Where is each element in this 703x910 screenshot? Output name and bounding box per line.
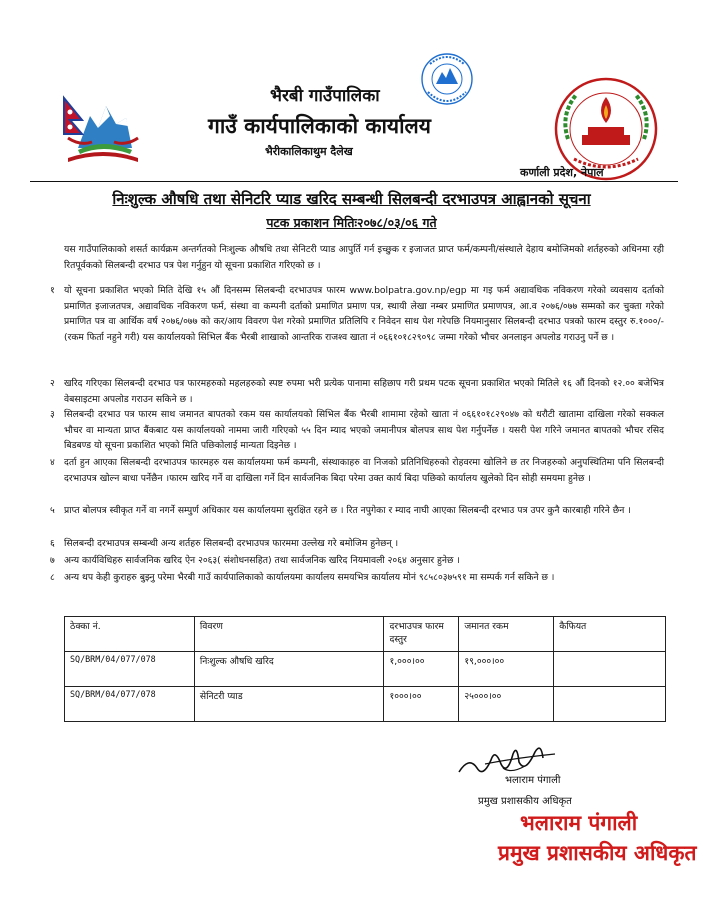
item-text: यो सूचना प्रकाशित भएको मिति देखि १५ औं दिनसम्म सिलबन्दी दरभाउपत्र फारम www.bolpatra.gov.np/egp मा गइ फर्म अद्यावधिक नविकरण गरेको व्यवसाय दर्ताको प्रमाणित इजाजतपत्र, अद्यावधिक नविकरण फर्म, संस्था वा कम्पनी दर्ताको प्रमाणित प्रमाण पत्र, स्थायी लेखा नम्बर प्रमाणित प्रमाणपत्र, आ.व २०७६/०७७ सम्मको कर चुक्ता गरेको प्रमाणित पत्र वा आर्थिक वर्ष २०७६/०७७ को कर/आय विवरण पेश गरेको प्रमाणित प्रतिलिपि र निवेदन साथ पेश गरेपछि नियमानुसार सिलबन्दी दरभाउ पत्रको फारम दस्तुर रु.१०००/-(रकम फिर्ता नहुने गरी) यस कार्यालयको सिभिल बैंक भैरबी शाखाको आन्तरिक राजश्व खाता नं ०६६१०१८२९०९८ जम्मा गरेको भौचर अनलाइन अपलोड गराउनु पर्ने छ ।	[64, 285, 664, 343]
office-name: गाउँ कार्यपालिकाको कार्यालय	[208, 114, 431, 138]
intro-paragraph: यस गाउँपालिकाको शसर्त कार्यक्रम अन्तर्गतको निःशुल्क औषधि तथा सेनिटरी प्याड आपुर्ति गर्न इच्छुक र इजाजत प्राप्त फर्म/कम्पनी/संस्थाले देहाय बमोजिमको शर्तहरुको अधिनमा रही रितपूर्वकको सिलबन्दी दरभाउ पत्र पेश गर्नुहुन यो सूचना प्रकाशित गरिएको छ ।	[64, 244, 664, 271]
stamp-title: प्रमुख प्रशासकीय अधिकृत	[498, 841, 697, 865]
name-stamp	[498, 808, 698, 868]
item-number: २	[50, 378, 55, 389]
province-name: कर्णाली प्रदेश, नेपाल	[520, 166, 604, 179]
item-text: अन्य थप केही कुराहरु बुझ्नु परेमा भैरबी गाउँ कार्यपालिकाको कार्यालयमा कार्यालय समयभित्र कार्यालय मोनं ९८५८०३७५९१ मा सम्पर्क गर्न सकिने छ ।	[64, 572, 555, 583]
item-text: सिलबन्दी दरभाउ पत्र फारम साथ जमानत बापतको रकम यस कार्यालयको सिभिल बैंक भैरबी शामामा रहेको खाता नं ०६६१०१८२९०४७ को धरौटी खातामा दाखिला गरेको सक्कल भौचर वा मान्यता प्राप्त बैंकबाट यस कार्यालयको नाममा जारी गरिएको ५५ दिन म्याद भएको जमानीपत्र बोलपत्र साथ पेश गर्नुपर्नेछ । यसरी पेश गरिने जमानत बापतको भौचर रसिद बिडबण्ड यो सूचना प्रकाशित भएको मिति पछिकोलाई मान्यता दिइनेछ ।	[64, 409, 664, 451]
cell-description: निःशुल्क औषधि खरिद	[194, 652, 384, 687]
cell-remarks	[554, 652, 666, 687]
item-number: ५	[50, 505, 55, 516]
signatory-title: प्रमुख प्रशासकीय अधिकृत	[478, 796, 572, 807]
item-number: ८	[50, 572, 55, 583]
col-header-form-fee: दरभाउपत्र फारम दस्तुर	[384, 617, 459, 652]
office-location: भैरीकालिकाथुम दैलेख	[265, 145, 353, 158]
municipality-name: भैरबी गाउँपालिका	[270, 86, 380, 106]
cell-bid-security: १९,०००।००	[459, 652, 554, 687]
cell-remarks	[554, 687, 666, 722]
item-number: ६	[50, 538, 55, 549]
tender-table	[64, 616, 666, 722]
signatory-name: भलाराम पंगाली	[505, 775, 561, 786]
table-row	[65, 687, 666, 722]
table-header-row	[65, 617, 666, 652]
item-text: दर्ता हुन आएका सिलबन्दी दरभाउपत्र फारमहरु यस कार्यालयमा फर्म कम्पनी, संस्थाकाहरु वा निजको प्रतिनिधिहरुको रोहवरमा खोलिने छ तर निजहरुको अनुपस्थितिमा पनि सिलबन्दी दरभाउपत्र खोल्न बाधा पर्नेछैन ।फारम खरिद गर्ने वा दाखिला गर्ने दिन सार्वजनिक बिदा परेमा उक्त कार्य बिदा पछिको कार्यालय खुलेको दिन सोही समयमा हुनेछ ।	[64, 457, 664, 484]
item-number: ७	[50, 555, 55, 566]
cell-contract-no: SQ/BRM/04/077/078	[65, 652, 195, 687]
col-header-bid-security: जमानत रकम	[459, 617, 554, 652]
col-header-description: विवरण	[194, 617, 384, 652]
item-number: ४	[50, 457, 55, 468]
item-text: प्राप्त बोलपत्र स्वीकृत गर्ने वा नगर्ने सम्पुर्ण अधिकार यस कार्यालयमा सुरक्षित रहने छ । रित नपुगेका र म्याद नाघी आएका सिलबन्दी दरभाउ पत्र उपर कुनै कारबाही गरिने छैन ।	[64, 505, 631, 516]
header-divider	[30, 181, 678, 182]
cell-description: सेनिटरी प्याड	[194, 687, 384, 722]
notice-title: निःशुल्क औषधि तथा सेनिटरि प्याड खरिद सम्बन्धी सिलबन्दी दरभाउपत्र आह्वानको सूचना	[112, 190, 591, 208]
cell-contract-no: SQ/BRM/04/077/078	[65, 687, 195, 722]
stamp-name: भलाराम पंगाली	[520, 811, 638, 835]
item-text: खरिद गरिएका सिलबन्दी दरभाउ पत्र फारमहरुको महलहरुको स्पष्ट रुपमा भरी प्रत्येक पानामा सहिछाप गरी प्रथम पटक सूचना प्रकाशित भएको मितिले १६ औं दिनको १२.०० बजेभित्र वेबसाइटमा अपलोड गराउन सकिने छ ।	[64, 378, 664, 405]
cell-bid-security: २५०००।००	[459, 687, 554, 722]
item-text: सिलबन्दी दरभाउपत्र सम्बन्धी अन्य शर्तहरु सिलबन्दी दरभाउपत्र फारममा उल्लेख गरे बमोजिम हुनेछन् ।	[64, 538, 399, 549]
cell-form-fee: १०००।००	[384, 687, 459, 722]
item-number: ३	[50, 409, 55, 420]
publication-date: पटक प्रकाशन मितिः२०७८/०३/०६ गते	[266, 215, 437, 230]
col-header-contract-no: ठेक्का नं.	[65, 617, 195, 652]
nepal-emblem-icon	[60, 88, 146, 166]
cell-form-fee: १,०००।००	[384, 652, 459, 687]
office-seal-icon	[418, 50, 476, 112]
item-text: अन्य कार्यविधिहरु सार्वजनिक खरिद ऐन २०६३( संशोधनसहित) तथा सार्वजनिक खरिद नियमावली २०६४ अनुसार हुनेछ ।	[64, 555, 460, 566]
item-number: १	[50, 285, 55, 296]
col-header-remarks: कैफियत	[554, 617, 666, 652]
table-row	[65, 652, 666, 687]
